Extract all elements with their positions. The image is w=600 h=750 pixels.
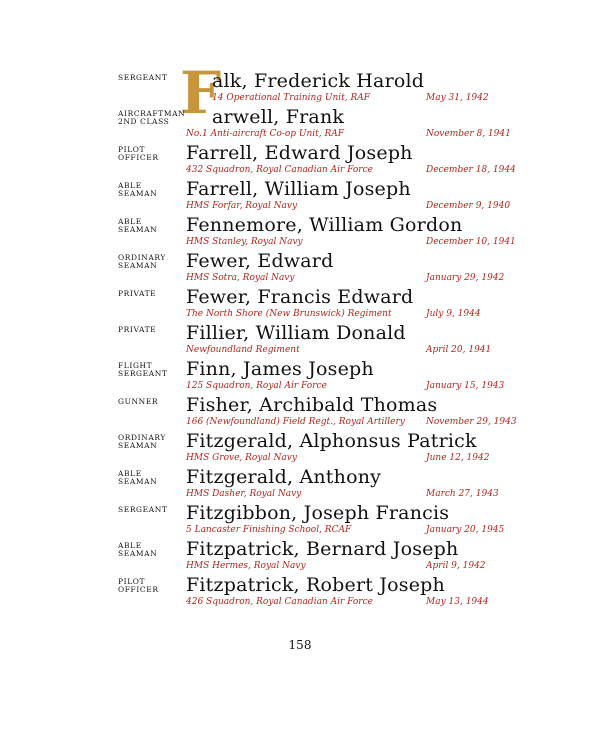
unit-text: HMS Grove, Royal Navy [186, 453, 297, 463]
memorial-entry [0, 394, 600, 430]
rank-label: SERGEANT [118, 73, 168, 82]
rank-label: PILOT OFFICER [118, 145, 159, 162]
page-number: 158 [288, 638, 312, 652]
memorial-entry [0, 214, 600, 250]
rank-label: AIRCRAFTMAN 2ND CLASS [118, 109, 186, 126]
memorial-entry [0, 430, 600, 466]
name-text: alk, Frederick Harold [212, 70, 425, 92]
date-text: December 10, 1941 [426, 237, 516, 247]
name-text: Fitzgibbon, Joseph Francis [186, 502, 450, 524]
date-text: November 29, 1943 [426, 417, 517, 427]
memorial-entry [0, 502, 600, 538]
rank-label: ORDINARY SEAMAN [118, 433, 166, 450]
rank-label: PRIVATE [118, 289, 157, 298]
unit-text: HMS Forfar, Royal Navy [186, 201, 298, 211]
rank-label: ABLE SEAMAN [118, 217, 158, 234]
memorial-entry [0, 70, 600, 106]
unit-text: HMS Sotra, Royal Navy [186, 273, 295, 283]
memorial-entry [0, 538, 600, 574]
unit-text: Newfoundland Regiment [186, 345, 300, 355]
date-text: December 18, 1944 [426, 165, 516, 175]
date-text: December 9, 1940 [426, 201, 511, 211]
name-text: Finn, James Joseph [186, 358, 374, 380]
rank-label: FLIGHT SERGEANT [118, 361, 168, 378]
date-text: May 13, 1944 [426, 597, 489, 607]
name-text: Fitzgerald, Alphonsus Patrick [186, 430, 477, 452]
unit-text: 432 Squadron, Royal Canadian Air Force [186, 165, 373, 175]
name-text: Fitzpatrick, Bernard Joseph [186, 538, 459, 560]
rank-label: PRIVATE [118, 325, 157, 334]
unit-text: No.1 Anti-aircraft Co-op Unit, RAF [186, 129, 344, 139]
rank-label: GUNNER [118, 397, 159, 406]
name-text: Farrell, William Joseph [186, 178, 411, 200]
memorial-entry [0, 358, 600, 394]
rank-label: ABLE SEAMAN [118, 541, 158, 558]
date-text: January 15, 1943 [426, 381, 505, 391]
drop-cap: F [180, 59, 222, 127]
memorial-entry [0, 466, 600, 502]
date-text: June 12, 1942 [426, 453, 490, 463]
unit-text: The North Shore (New Brunswick) Regiment [186, 309, 392, 319]
unit-text: HMS Hermes, Royal Navy [186, 561, 306, 571]
date-text: January 20, 1945 [426, 525, 505, 535]
rank-label: ABLE SEAMAN [118, 469, 158, 486]
name-text: arwell, Frank [212, 106, 345, 128]
date-text: April 20, 1941 [426, 345, 492, 355]
memorial-entry [0, 250, 600, 286]
memorial-entry [0, 142, 600, 178]
rank-label: ABLE SEAMAN [118, 181, 158, 198]
unit-text: HMS Stanley, Royal Navy [186, 237, 303, 247]
name-text: Fewer, Francis Edward [186, 286, 414, 308]
memorial-entry [0, 178, 600, 214]
unit-text: 426 Squadron, Royal Canadian Air Force [186, 597, 373, 607]
memorial-entry [0, 574, 600, 610]
date-text: April 9, 1942 [426, 561, 486, 571]
unit-text: 14 Operational Training Unit, RAF [212, 93, 371, 103]
unit-text: 166 (Newfoundland) Field Regt., Royal Artillery [186, 417, 405, 427]
date-text: March 27, 1943 [426, 489, 499, 499]
name-text: Fewer, Edward [186, 250, 334, 272]
memorial-entry [0, 322, 600, 358]
date-text: May 31, 1942 [426, 93, 489, 103]
date-text: November 8, 1941 [426, 129, 511, 139]
unit-text: HMS Dasher, Royal Navy [186, 489, 302, 499]
memorial-entry [0, 106, 600, 142]
name-text: Fitzgerald, Anthony [186, 466, 382, 488]
unit-text: 5 Lancaster Finishing School, RCAF [186, 525, 352, 535]
name-text: Fisher, Archibald Thomas [186, 394, 438, 416]
name-text: Fillier, William Donald [186, 322, 406, 344]
rank-label: PILOT OFFICER [118, 577, 159, 594]
date-text: January 29, 1942 [426, 273, 505, 283]
rank-label: SERGEANT [118, 505, 168, 514]
name-text: Fitzpatrick, Robert Joseph [186, 574, 445, 596]
unit-text: 125 Squadron, Royal Air Force [186, 381, 327, 391]
name-text: Farrell, Edward Joseph [186, 142, 413, 164]
memorial-entry [0, 286, 600, 322]
date-text: July 9, 1944 [426, 309, 481, 319]
rank-label: ORDINARY SEAMAN [118, 253, 166, 270]
name-text: Fennemore, William Gordon [186, 214, 463, 236]
